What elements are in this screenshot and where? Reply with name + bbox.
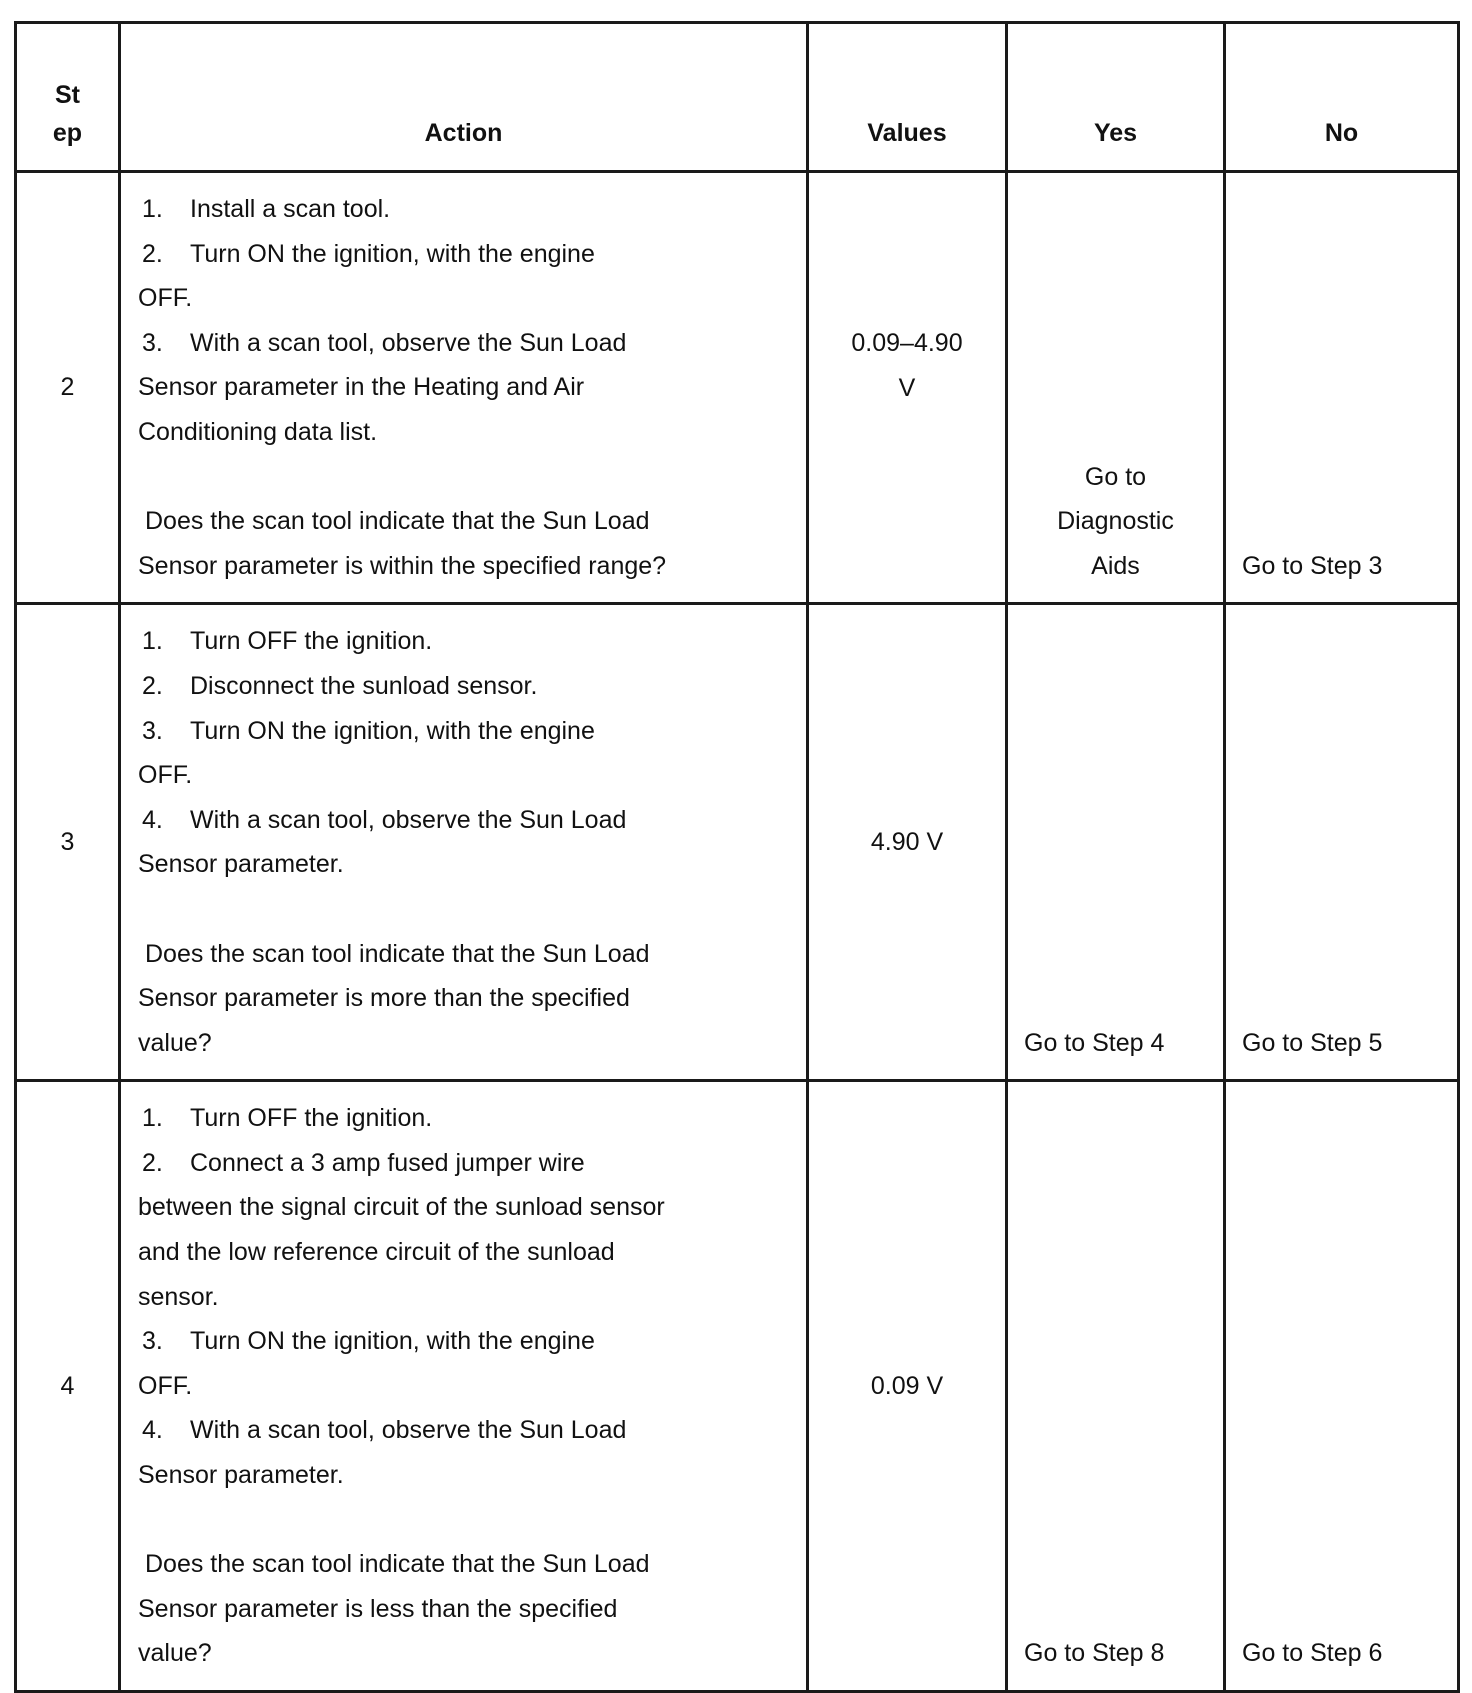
- action-item: 2. Connect a 3 amp fused jumper wire: [142, 1148, 585, 1177]
- yes-cell: Go to Step 8: [1007, 1081, 1225, 1692]
- action-item: 4. With a scan tool, observe the Sun Load: [142, 1416, 627, 1445]
- step-number: 2: [16, 172, 120, 604]
- action-cell: 1. Install a scan tool. 2. Turn ON the ignition, with the engine OFF. 3. With a scan tool, observe the Sun Load Sensor parameter in the Heating and Air Conditioning data list. Does the scan tool indicate that the Sun Load Sensor parameter is within the specified range?: [120, 172, 808, 604]
- step-number: 4: [16, 1081, 120, 1692]
- header-step: St ep: [16, 23, 120, 172]
- value-cell: 0.09 V: [808, 1081, 1007, 1692]
- header-values: Values: [808, 23, 1007, 172]
- header-row: [16, 23, 1459, 172]
- action-cell: 1. Turn OFF the ignition. 2. Disconnect the sunload sensor. 3. Turn ON the ignition, with the engine OFF. 4. With a scan tool, observe the Sun Load Sensor parameter. Does the scan tool indicate that the Sun Load Sensor parameter is more than the specified value?: [120, 604, 808, 1081]
- diagnostic-table: [14, 21, 1460, 1693]
- value-cell: 4.90 V: [808, 604, 1007, 1081]
- table-row: [16, 172, 1459, 604]
- header-no: No: [1225, 23, 1459, 172]
- diagnostic-table-page: [14, 21, 1457, 1693]
- step-number: 3: [16, 604, 120, 1081]
- action-item: 1. Install a scan tool.: [142, 195, 391, 223]
- header-yes: Yes: [1007, 23, 1225, 172]
- action-item: 4. With a scan tool, observe the Sun Load: [142, 805, 627, 834]
- table-row: [16, 604, 1459, 1081]
- action-cell: 1. Turn OFF the ignition. 2. Connect a 3 amp fused jumper wire between the signal circuit of the sunload sensor and the low reference circuit of the sunload sensor. 3. Turn ON the ignition, with the engine OFF. 4. With a scan tool, observe the Sun Load Sensor parameter. Does the scan tool indicate that the Sun Load Sensor parameter is less than the specified value?: [120, 1081, 808, 1692]
- table-row: [16, 1081, 1459, 1692]
- yes-cell: Go to Step 4: [1007, 604, 1225, 1081]
- yes-cell: Go to Diagnostic Aids: [1007, 172, 1225, 604]
- no-cell: Go to Step 6: [1225, 1081, 1459, 1692]
- question: Does the scan tool indicate that the Sun Load: [145, 939, 650, 968]
- action-item: 3. Turn ON the ignition, with the engine: [142, 1327, 595, 1356]
- no-cell: Go to Step 3: [1225, 172, 1459, 604]
- action-item: 3. With a scan tool, observe the Sun Load: [142, 328, 627, 357]
- value-cell: 0.09–4.90 V: [808, 172, 1007, 604]
- no-cell: Go to Step 5: [1225, 604, 1459, 1081]
- action-item: 2. Turn ON the ignition, with the engine: [142, 239, 595, 268]
- question: Does the scan tool indicate that the Sun Load: [145, 1550, 650, 1579]
- action-item: 1. Turn OFF the ignition.: [142, 1104, 433, 1133]
- action-item: 3. Turn ON the ignition, with the engine: [142, 716, 595, 745]
- question: Does the scan tool indicate that the Sun Load: [145, 507, 650, 536]
- action-item: 1. Turn OFF the ignition.: [142, 627, 433, 656]
- action-item: 2. Disconnect the sunload sensor.: [142, 671, 538, 700]
- header-action: Action: [120, 23, 808, 172]
